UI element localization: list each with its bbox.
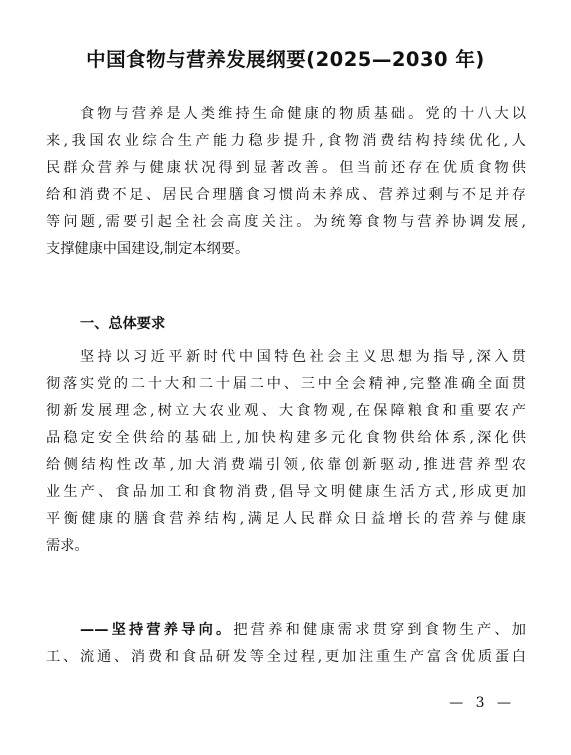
section-heading: 一、总体要求: [80, 316, 166, 332]
intro-paragraph: [46, 101, 526, 263]
text-line: 民群众营养与健康状况得到显著改善。但当前还存在优质食物供: [46, 160, 526, 176]
orientation-text: 把营养和健康需求贯穿到食物生产、加: [233, 622, 526, 638]
orientation-paragraph: [46, 617, 526, 671]
text-line: 给和消费不足、居民合理膳食习惯尚未养成、营养过剩与不足并存: [46, 187, 526, 203]
text-line: 来,我国农业综合生产能力稳步提升,食物消费结构持续优化,人: [46, 133, 526, 149]
text-line: [46, 617, 526, 644]
text-line: 平衡健康的膳食营养结构,满足人民群众日益增长的营养与健康: [46, 511, 526, 527]
text-line: 需求。: [46, 538, 89, 554]
text-line: 等问题,需要引起全社会高度关注。为统筹食物与营养协调发展,: [46, 214, 526, 230]
text-line: 坚持以习近平新时代中国特色社会主义思想为指导,深入贯: [80, 349, 526, 365]
page-number: — 3 —: [449, 695, 515, 711]
text-line: 工、流通、消费和食品研发等全过程,更加注重生产富含优质蛋白: [46, 649, 526, 665]
section-heading-block: [46, 311, 526, 338]
text-line: 食物与营养是人类维持生命健康的物质基础。党的十八大以: [80, 106, 526, 122]
principles-paragraph: [46, 344, 526, 560]
orientation-lead: ——坚持营养导向。: [80, 622, 234, 638]
text-line: 彻新发展理念,树立大农业观、大食物观,在保障粮食和重要农产: [46, 403, 526, 419]
text-line: 支撑健康中国建设,制定本纲要。: [46, 241, 250, 257]
document-title: 中国食物与营养发展纲要(2025—2030 年): [86, 48, 485, 71]
text-line: 给侧结构性改革,加大消费端引领,依靠创新驱动,推进营养型农: [46, 457, 526, 473]
text-line: 彻落实党的二十大和二十届二中、三中全会精神,完整准确全面贯: [46, 376, 526, 392]
text-line: 品稳定安全供给的基础上,加快构建多元化食物供给体系,深化供: [46, 430, 526, 446]
text-line: 业生产、食品加工和食物消费,倡导文明健康生活方式,形成更加: [46, 484, 526, 500]
